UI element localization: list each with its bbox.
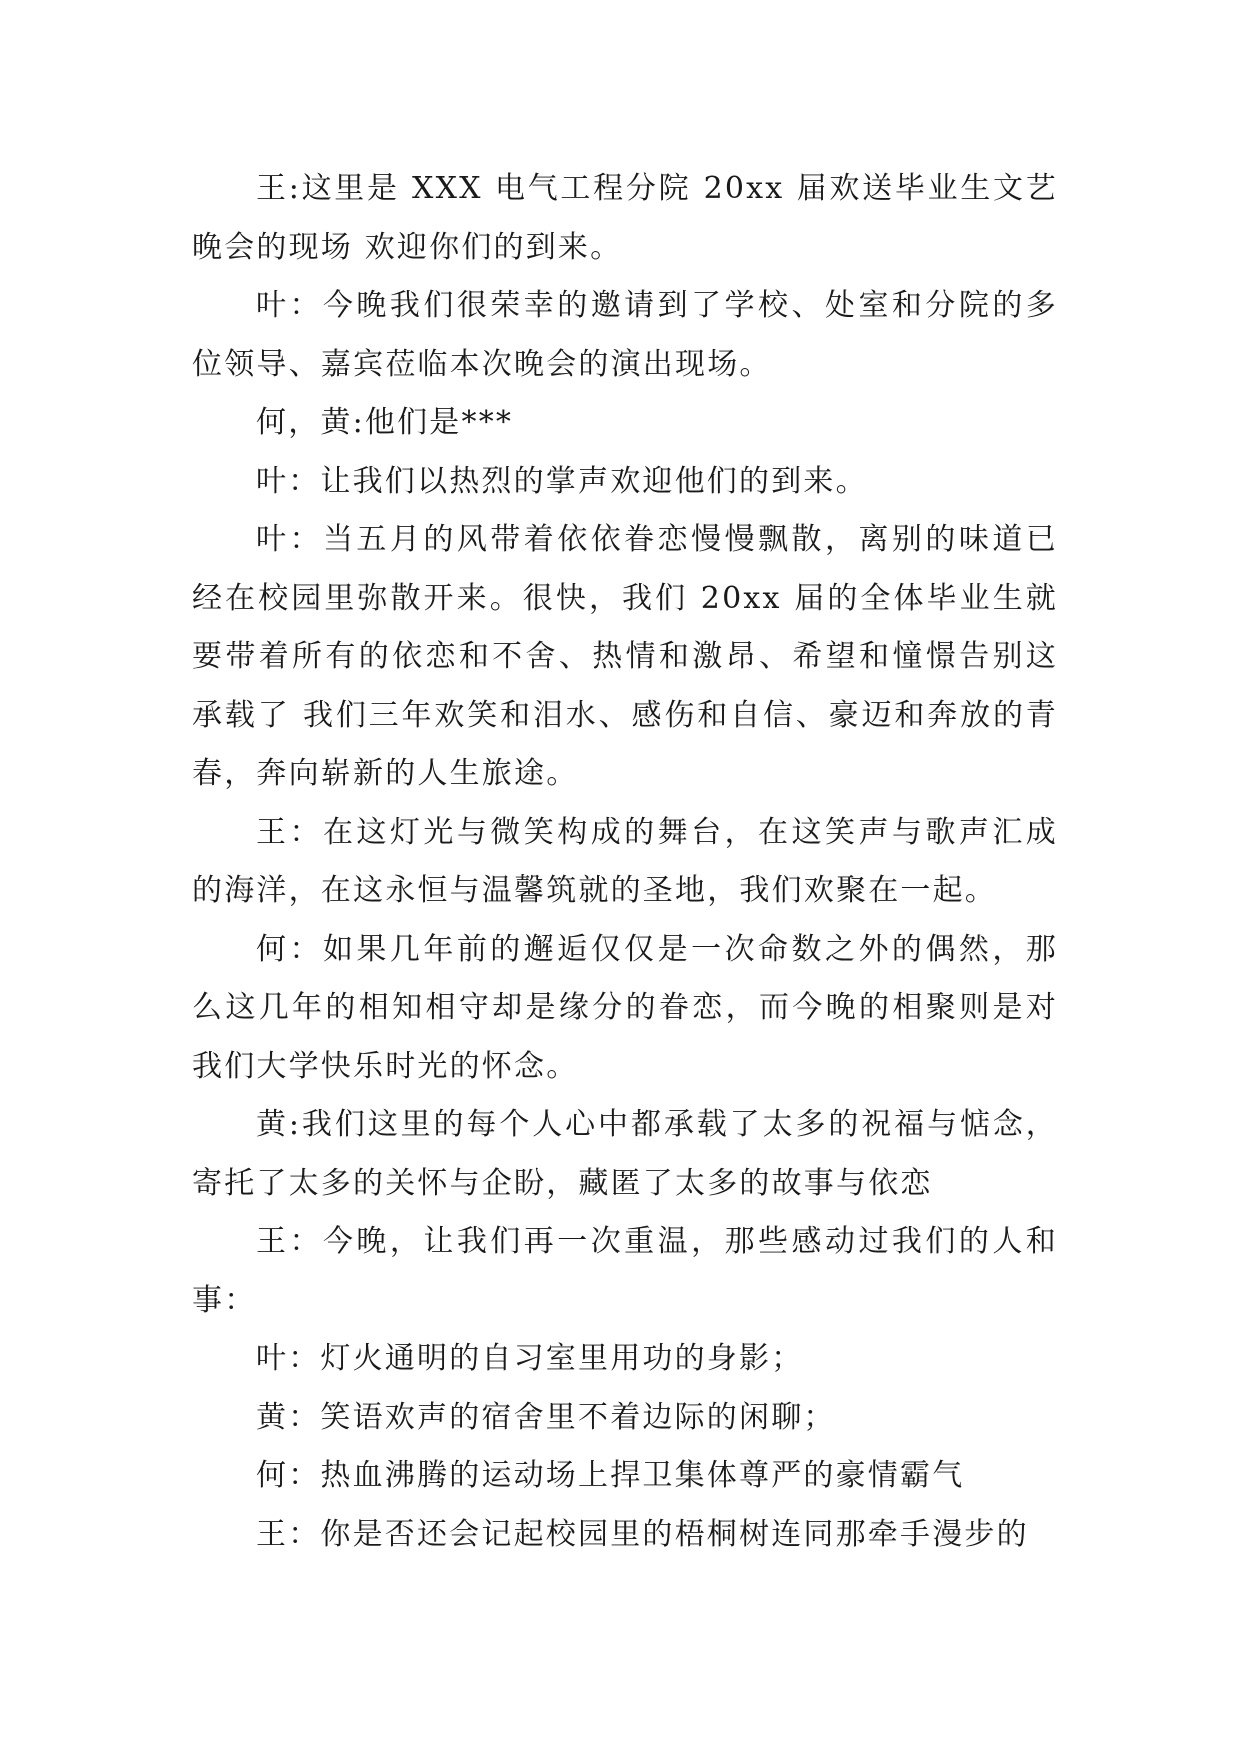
- paragraph-8: 黄:我们这里的每个人心中都承载了太多的祝福与惦念，寄托了太多的关怀与企盼，藏匿了太多的故事与依恋: [192, 1107, 1058, 1201]
- paragraph-13: 王：你是否还会记起校园里的梧桐树连同那牵手漫步的: [256, 1516, 1029, 1552]
- paragraph-6: 王：在这灯光与微笑构成的舞台，在这笑声与歌声汇成的海洋，在这永恒与温馨筑就的圣地，我们欢聚在一起。: [192, 814, 1058, 908]
- document-body: [192, 160, 1058, 1564]
- paragraph-4: 叶：让我们以热烈的掌声欢迎他们的到来。: [256, 463, 868, 499]
- paragraph-10: 叶：灯火通明的自习室里用功的身影；: [256, 1341, 804, 1376]
- paragraph-12: 何：热血沸腾的运动场上捍卫集体尊严的豪情霸气: [256, 1458, 965, 1493]
- paragraph-11: 黄：笑语欢声的宿舍里不着边际的闲聊；: [256, 1399, 836, 1435]
- paragraph-2: 叶：今晚我们很荣幸的邀请到了学校、处室和分院的多位领导、嘉宾莅临本次晚会的演出现场。: [192, 288, 1058, 382]
- paragraph-9: 王：今晚，让我们再一次重温，那些感动过我们的人和事：: [192, 1224, 1058, 1318]
- paragraph-5: 叶：当五月的风带着依依眷恋慢慢飘散，离别的味道已经在校园里弥散开来。很快，我们 20xx 届的全体毕业生就要带着所有的依恋和不舍、热情和激昂、希望和憧憬告别这承载了 我们三年欢笑和泪水、感伤和自信、豪迈和奔放的青春，奔向崭新的人生旅途。: [192, 522, 1058, 791]
- paragraph-7: 何：如果几年前的邂逅仅仅是一次命数之外的偶然，那么这几年的相知相守却是缘分的眷恋，而今晚的相聚则是对我们大学快乐时光的怀念。: [192, 931, 1058, 1084]
- paragraph-1: 王:这里是 XXX 电气工程分院 20xx 届欢送毕业生文艺晚会的现场 欢迎你们的到来。: [192, 171, 1058, 265]
- paragraph-3: 何，黄:他们是***: [256, 405, 514, 440]
